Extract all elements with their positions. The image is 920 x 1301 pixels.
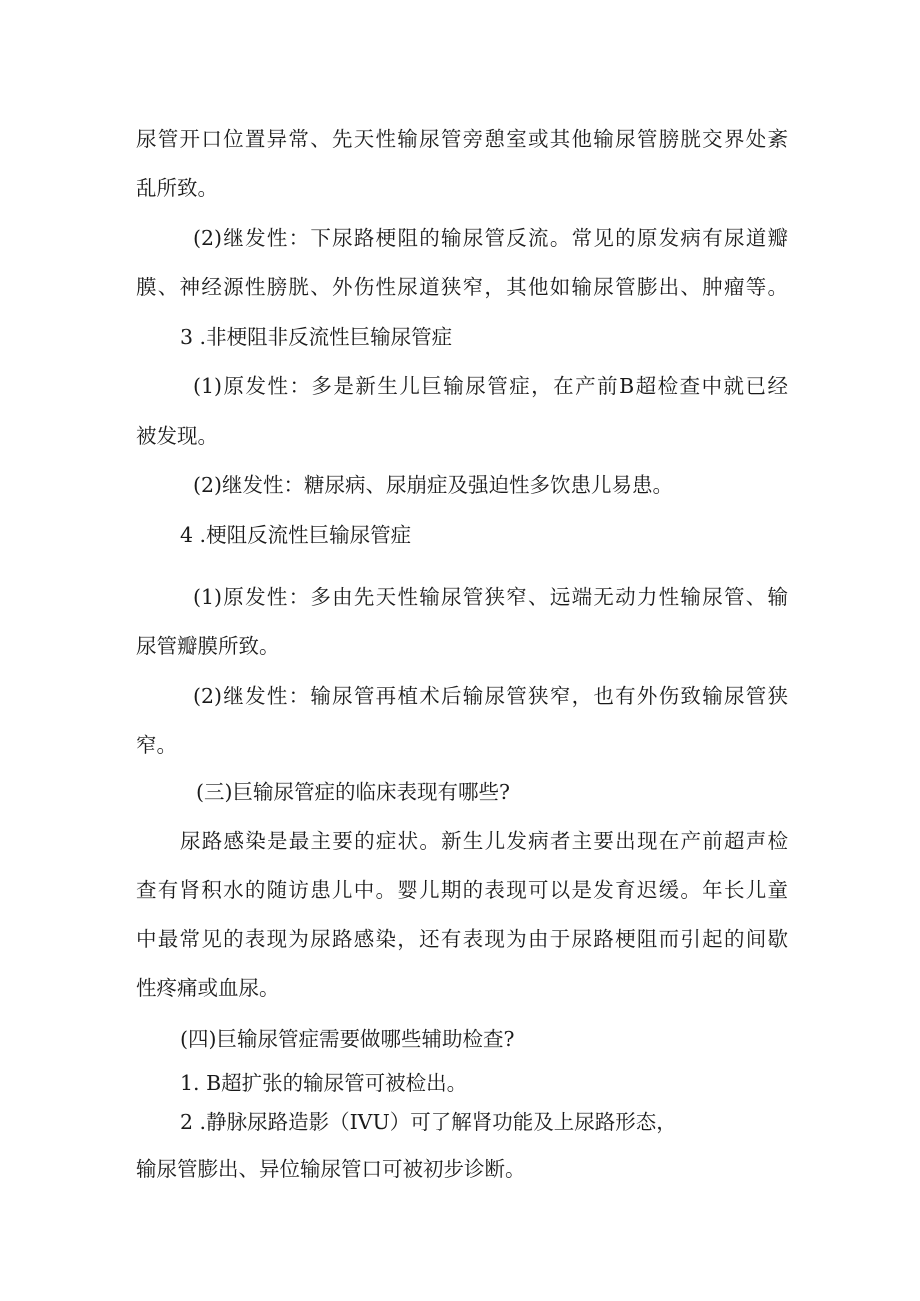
paragraph-line: 尿路感染是最主要的症状。新生儿发病者主要出现在产前超声检 xyxy=(180,829,788,853)
section-heading: 3 .非梗阻非反流性巨输尿管症 xyxy=(180,325,453,349)
paragraph-line: 窄。 xyxy=(136,733,177,757)
section-heading: (四)巨输尿管症需要做哪些辅助检查? xyxy=(180,1027,515,1051)
paragraph-line: (2)继发性：糖尿病、尿崩症及强迫性多饮患儿易患。 xyxy=(193,473,674,497)
paragraph-line: (1)原发性：多是新生儿巨输尿管症，在产前B超检查中就已经 xyxy=(193,374,788,398)
paragraph-line: 输尿管膨出、异位输尿管口可被初步诊断。 xyxy=(136,1157,526,1181)
paragraph-line: 被发现。 xyxy=(136,424,218,448)
paragraph-line: 2 .静脉尿路造影（IVU）可了解肾功能及上尿路形态， xyxy=(180,1110,677,1134)
paragraph-line: 乱所致。 xyxy=(136,176,218,200)
paragraph-line: 1. B超扩张的输尿管可被检出。 xyxy=(180,1071,468,1095)
paragraph-line: 性疼痛或血尿。 xyxy=(136,976,280,1000)
paragraph-line: (2)继发性：输尿管再植术后输尿管狭窄，也有外伤致输尿管狭 xyxy=(193,684,788,708)
paragraph-line: 膜、神经源性膀胱、外伤性尿道狭窄，其他如输尿管膨出、肿瘤等。 xyxy=(136,275,788,299)
paragraph-line: (1)原发性：多由先天性输尿管狭窄、远端无动力性输尿管、输 xyxy=(193,585,788,609)
paragraph-line: 查有肾积水的随访患儿中。婴儿期的表现可以是发育迟缓。年长儿童 xyxy=(136,878,788,902)
paragraph-line: 尿管瓣膜所致。 xyxy=(136,634,280,658)
paragraph-line: (2)继发性：下尿路梗阻的输尿管反流。常见的原发病有尿道瓣 xyxy=(193,226,788,250)
paragraph-line: 尿管开口位置异常、先天性输尿管旁憩室或其他输尿管膀胱交界处紊 xyxy=(136,127,788,151)
paragraph-line: 中最常见的表现为尿路感染，还有表现为由于尿路梗阻而引起的间歇 xyxy=(136,927,788,951)
section-heading: 4 .梗阻反流性巨输尿管症 xyxy=(180,523,412,547)
section-heading: (三)巨输尿管症的临床表现有哪些? xyxy=(196,780,510,804)
